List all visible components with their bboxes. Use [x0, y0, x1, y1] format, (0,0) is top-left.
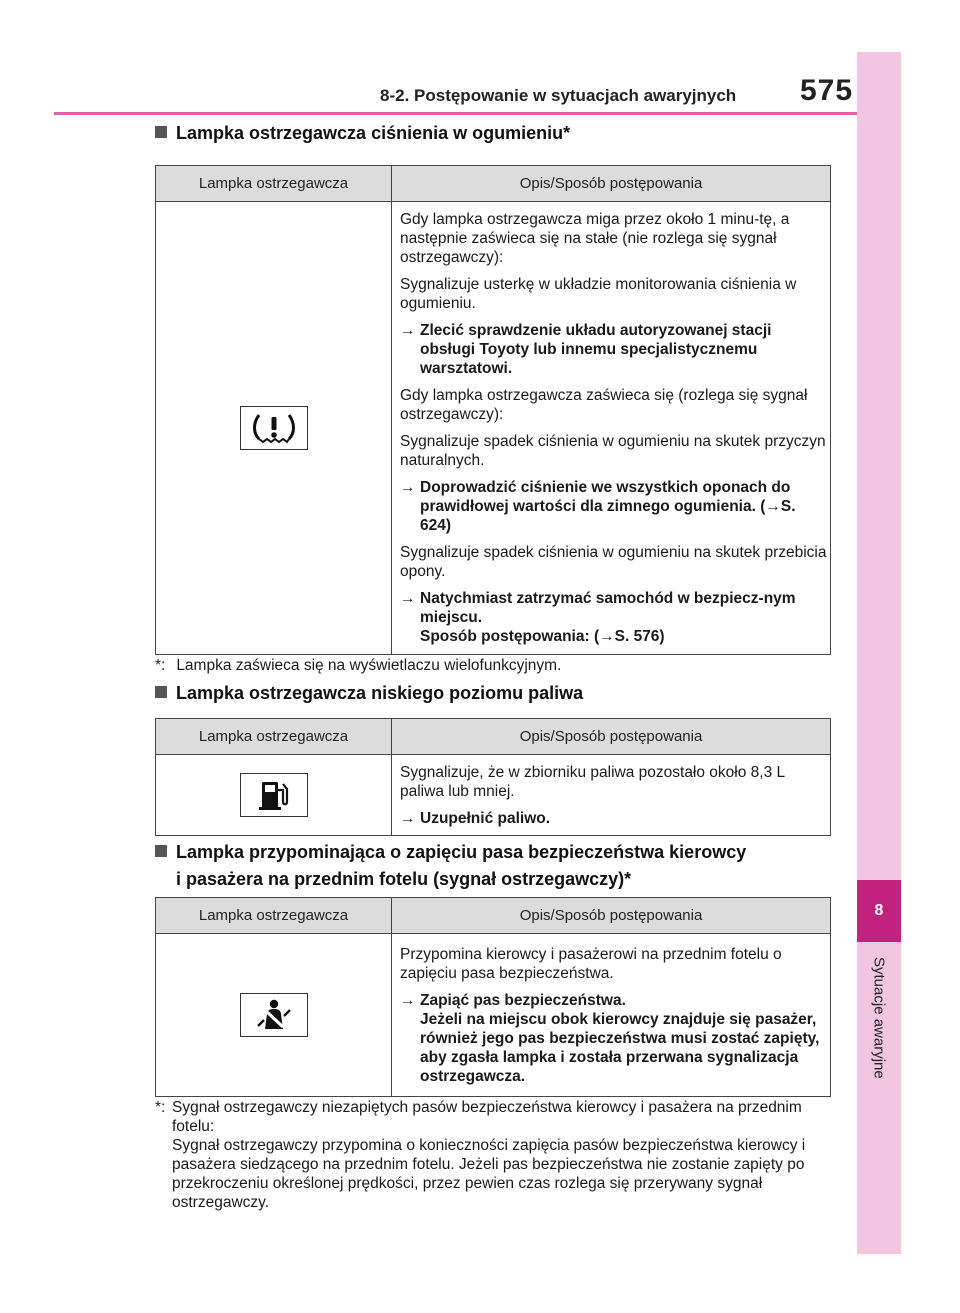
- chapter-label-wrap: [857, 957, 901, 1157]
- section-title: 8-2. Postępowanie w sytuacjach awaryjnych: [380, 86, 737, 105]
- icon-cell: [156, 934, 392, 1097]
- heading-text: Lampka ostrzegawcza niskiego poziomu paliwa: [176, 683, 584, 703]
- seatbelt-icon: [240, 993, 308, 1037]
- page-number: 575: [800, 74, 854, 107]
- condition-text: Gdy lampka ostrzegawcza miga przez około 1 minu-tę, a następnie zaświeca się na stałe (nie rozlega się sygnał ostrzegawczy):: [400, 211, 790, 266]
- meaning-text: Przypomina kierowcy i pasażerowi na przednim fotelu o zapięciu pasa bezpieczeństwa.: [400, 945, 782, 982]
- procedure-link[interactable]: Sposób postępowania: (→S. 576): [420, 628, 665, 645]
- arrow-icon: →: [400, 322, 416, 339]
- col-header-description: Opis/Sposób postępowania: [392, 898, 831, 934]
- meaning-text: Sygnalizuje usterkę w układzie monitorowania ciśnienia w ogumieniu.: [400, 276, 797, 312]
- action-text: → Zapiąć pas bezpieczeństwa. Jeżeli na miejscu obok kierowcy znajduje się pasażer, również jego pas bezpieczeństwa musi zostać zapięty, aby zgasła lampka i została przerwana sygnalizacja ostrzegawcza.: [400, 991, 820, 1085]
- table-header-row: [156, 166, 831, 202]
- header-divider: [54, 112, 857, 115]
- action-text: → Uzupełnić paliwo.: [400, 809, 551, 827]
- footnote-text: Sygnał ostrzegawczy niezapiętych pasów bezpieczeństwa kierowcy i pasażera na przednim fotelu:: [172, 1099, 802, 1135]
- chapter-label[interactable]: Sytuacje awaryjne: [870, 957, 888, 1079]
- description-cell: [392, 202, 831, 655]
- icon-cell: [156, 755, 392, 836]
- table-fuel: [155, 718, 831, 836]
- table-row: [156, 202, 831, 655]
- bullet-square-icon: [155, 845, 167, 857]
- footnote-text: Sygnał ostrzegawczy przypomina o konieczności zapięcia pasów bezpieczeństwa kierowcy i pasażera siedzącego na przednim fotelu. Jeżeli pas bezpieczeństwa nie zostanie zapięty po przekroczeniu określonej prędkości, przez pewien czas rozlega się przerywany sygnał ostrzegawczy.: [172, 1137, 806, 1211]
- arrow-icon: →: [400, 479, 416, 496]
- tire-pressure-icon: [240, 406, 308, 450]
- table-row: [156, 755, 831, 836]
- heading-seatbelt: [155, 839, 746, 893]
- table-tire-pressure: [155, 165, 831, 655]
- chapter-side-tab: [857, 52, 901, 1254]
- bullet-square-icon: [155, 126, 167, 138]
- footnote-tire: [155, 656, 561, 675]
- arrow-icon: →: [400, 590, 416, 607]
- col-header-description: Opis/Sposób postępowania: [392, 166, 831, 202]
- footnote-marker: *:: [155, 1099, 166, 1116]
- description-cell: [392, 934, 831, 1097]
- action-text: → Zlecić sprawdzenie układu autoryzowanej stacji obsługi Toyoty lub innemu specjalistycznemu warsztatowi.: [400, 322, 772, 377]
- heading-text-line2: i pasażera na przednim fotelu (sygnał ostrzegawczy)*: [176, 869, 632, 889]
- table-header-row: [156, 719, 831, 755]
- heading-fuel: [155, 680, 583, 707]
- footnote-seatbelt: [155, 1098, 842, 1212]
- col-header-lamp: Lampka ostrzegawcza: [156, 166, 392, 202]
- heading-text: Lampka przypominająca o zapięciu pasa bezpieczeństwa kierowcy: [176, 842, 747, 862]
- col-header-description: Opis/Sposób postępowania: [392, 719, 831, 755]
- action-text: → Natychmiast zatrzymać samochód w bezpiecz-nym miejscu. Sposób postępowania: (→S. 576): [400, 590, 796, 645]
- chapter-number[interactable]: 8: [857, 880, 901, 942]
- footnote-body: [172, 1098, 842, 1212]
- description-cell: [392, 755, 831, 836]
- arrow-icon: →: [400, 809, 416, 827]
- heading-tire-pressure: [155, 120, 570, 147]
- condition-text: Gdy lampka ostrzegawcza zaświeca się (rozlega się sygnał ostrzegawczy):: [400, 387, 808, 423]
- bullet-square-icon: [155, 686, 167, 698]
- col-header-lamp: Lampka ostrzegawcza: [156, 719, 392, 755]
- arrow-icon: →: [400, 991, 416, 1009]
- action-text: → Doprowadzić ciśnienie we wszystkich oponach do prawidłowej wartości dla zimnego ogumienia. (→S. 624): [400, 479, 796, 534]
- footnote-text: Lampka zaświeca się na wyświetlaczu wielofunkcyjnym.: [176, 657, 562, 674]
- meaning-text: Sygnalizuje spadek ciśnienia w ogumieniu na skutek przyczyn naturalnych.: [400, 433, 826, 469]
- table-header-row: [156, 898, 831, 934]
- table-row: [156, 934, 831, 1097]
- meaning-text: Sygnalizuje, że w zbiorniku paliwa pozostało około 8,3 L paliwa lub mniej.: [400, 763, 785, 800]
- fuel-pump-icon: [240, 773, 308, 817]
- icon-cell: [156, 202, 392, 655]
- table-seatbelt: [155, 897, 831, 1097]
- col-header-lamp: Lampka ostrzegawcza: [156, 898, 392, 934]
- heading-text: Lampka ostrzegawcza ciśnienia w ogumieniu*: [176, 123, 571, 143]
- meaning-text: Sygnalizuje spadek ciśnienia w ogumieniu na skutek przebicia opony.: [400, 544, 827, 580]
- footnote-marker: *:: [155, 657, 166, 674]
